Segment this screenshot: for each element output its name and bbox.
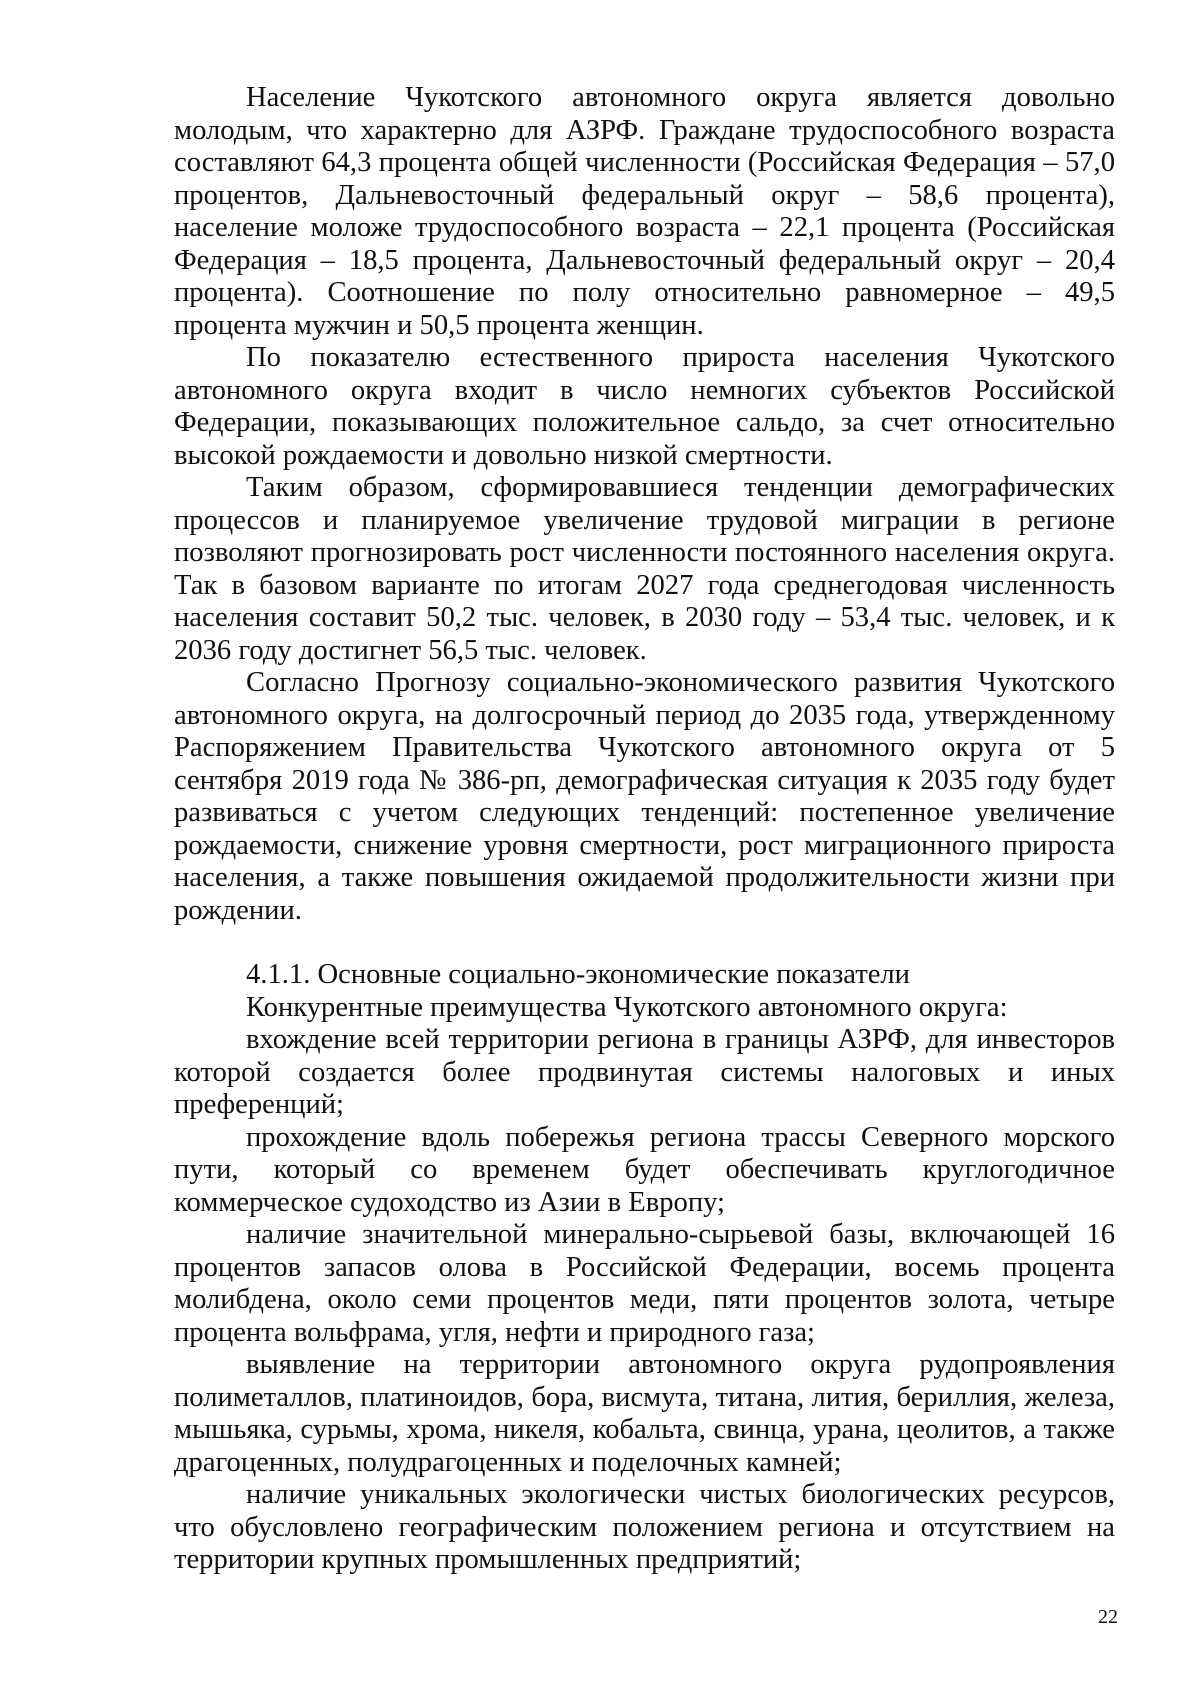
- competitive-advantages-heading: Конкурентные преимущества Чукотского автономного округа:: [246, 991, 1008, 1023]
- list-item-mineral-base: наличие значительной минерально-сырьевой базы, включающей 16 процентов запасов олова в Российской Федерации, восемь процента молибдена, около семи процентов меди, пяти процентов золота, четыре процента вольфрама, угля, нефти и природного газа;: [174, 1219, 1115, 1348]
- paragraph-natural-growth: По показателю естественного прироста населения Чукотского автономного округа входит в число немногих субъектов Российской Федерации, показывающих положительное сальдо, за счет относительно высокой рождаемости и довольно низкой смертности.: [174, 342, 1115, 471]
- paragraph-demographic-trends: Согласно Прогнозу социально-экономического развития Чукотского автономного округа, на долгосрочный период до 2035 года, утвержденному Распоряжением Правительства Чукотского автономного округа от 5 сентября 2019 года № 386-рп, демографическая ситуация к 2035 году будет развиваться с учетом следующих тенденций: постепенное увеличение рождаемости, снижение уровня смертности, рост миграционного прироста населения, а также повышения ожидаемой продолжительности жизни при рождении.: [174, 667, 1115, 926]
- page-number: 22: [1098, 1606, 1118, 1628]
- document-page: [174, 82, 1115, 1577]
- list-item-northern-sea-route: прохождение вдоль побережья региона трассы Северного морского пути, который со временем будет обеспечивать круглогодичное коммерческое судоходство из Азии в Европу;: [174, 1121, 1115, 1218]
- list-item-ore-occurrences: выявление на территории автономного округа рудопроявления полиметаллов, платиноидов, бора, висмута, титана, лития, бериллия, железа, мышьяка, сурьмы, хрома, никеля, кобальта, свинца, урана, цеолитов, а также драгоценных, полудрагоценных и поделочных камней;: [174, 1349, 1115, 1478]
- list-item-biological-resources: наличие уникальных экологически чистых биологических ресурсов, что обусловлено географическим положением региона и отсутствием на территории крупных промышленных предприятий;: [174, 1479, 1115, 1575]
- section-heading: 4.1.1. Основные социально-экономические показатели: [246, 959, 910, 990]
- paragraph-population-structure: Население Чукотского автономного округа является довольно молодым, что характерно для АЗРФ. Граждане трудоспособного возраста составляют 64,3 процента общей численности (Российская Федерация – 57,0 процентов, Дальневосточный федеральный округ – 58,6 процента), население моложе трудоспособного возраста – 22,1 процента (Российская Федерация – 18,5 процента, Дальневосточный федеральный округ – 20,4 процента). Соотношение по полу относительно равномерное – 49,5 процента мужчин и 50,5 процента женщин.: [174, 82, 1115, 341]
- paragraph-population-forecast: Таким образом, сформировавшиеся тенденции демографических процессов и планируемое увеличение трудовой миграции в регионе позволяют прогнозировать рост численности постоянного населения округа. Так в базовом варианте по итогам 2027 года среднегодовая численность населения составит 50,2 тыс. человек, в 2030 году – 53,4 тыс. человек, и к 2036 году достигнет 56,5 тыс. человек.: [174, 472, 1115, 666]
- list-item-azrf-preferences: вхождение всей территории региона в границы АЗРФ, для инвесторов которой создается более продвинутая системы налоговых и иных преференций;: [174, 1024, 1115, 1120]
